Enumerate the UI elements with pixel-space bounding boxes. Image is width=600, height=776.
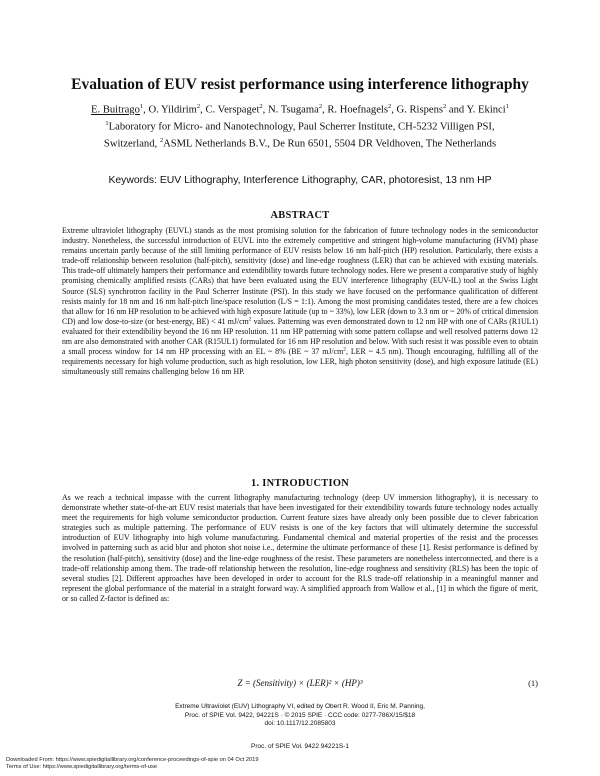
citation-footer bbox=[0, 703, 600, 729]
introduction-heading: 1. INTRODUCTION bbox=[250, 478, 350, 489]
abstract-text-part: values. Patterning was even demonstrated down to 12 nm HP with one of CARs (R1UL1) evaluated for their extendibility beyond the 16 nm HP resolution. 11 nm HP patterning with some pattern collapse and well resolved patterns down 12 nm are also demonstrated with another CAR (R15UL1) formulated for 16 nm HP resolution and below. With such resist it was possible even to obtain a small process window for 14 nm HP processing with an EL ~ 8% (BE ~ 37 mJ/cm bbox=[62, 316, 538, 357]
affiliation-line-1 bbox=[30, 117, 570, 134]
author-name: O. Yildirim bbox=[148, 104, 197, 116]
author-name: N. Tsugama bbox=[267, 104, 319, 116]
equation-number: (1) bbox=[528, 678, 538, 688]
affiliation-mark: 1 bbox=[105, 120, 109, 128]
citation-line: Extreme Ultraviolet (EUV) Lithography VI, edited by Obert R. Wood II, Eric M. Panning, bbox=[175, 703, 425, 710]
author-line: E. Buitrago$^1$, O. Yildirim$^2$, C. Verspaget$^2$, N. Tsugama$^2$, R. Hoefnagels$^2$, G. Rispens$^2$ and Y. Ekinci$^1$ bbox=[91, 103, 509, 116]
affiliation-mark: 2 bbox=[318, 103, 323, 110]
download-notice bbox=[6, 757, 258, 772]
superscript: 2 bbox=[248, 316, 252, 323]
introduction-text: As we reach a technical impasse with the current lithography manufacturing technology (deep UV immersion lithography), it is necessary to demonstrate whether state-of-the-art EUV resist materials that have been investigated for their extendibility towards future technology nodes actually meet the requirements for high volume semiconductor production. Current feature sizes have already only been possible due to clever fabrication strategies such as multiple patterning. The performance of EUV resists is one of the key factors that will ultimately determine the successful introduction of EUV lithography into high volume manufacturing. Fundamental chemical and material properties of the resist and the processes involved in patterning such as acid blur and photon shot noise i.e., determine the ultimate performance of these [1]. Resist performance is defined by the resolution (half-pitch), sensitivity (dose) and the line-edge roughness of the resist. These parameters are nonetheless interconnected, and there is a trade-off relationship among them. The trade-off relationship between the resolution, line-edge roughness and sensitivity (RLS) has been the topic of several studies [2]. Different approaches have been developed in order to account for the RLS trade-off relationship in a meaningful manner and represent the global performance of the material in a straight forward way. A simplified approach from Wallow et al., [1] in which the figure of merit, or so called Z-factor is defined as: bbox=[62, 493, 538, 603]
abstract-text-part: Extreme ultraviolet lithography (EUVL) stands as the most promising solution for the fabrication of future technology nodes in the semiconductor industry. Nonetheless, the successful introduction of EUVL into the extremely competitive and stringent high-volume manufacturing (HVM) phase remains uncertain partly because of the still limiting performance of EUV resists below 16 nm half-pitch (HP) resolution. Particularly, there exists a trade-off relationship between resolution (half-pitch), sensitivity (dose) and line-edge roughness (LER) that can be achieved with existing materials. This trade-off ultimately hampers their performance and extendibility towards future technology nodes. Here we present a comparative study of highly promising chemically amplified resists (CARs) that have been evaluated using the EUV interference lithography (EUV-IL) tool at the Swiss Light Source (SLS) synchrotron facility in the Paul Scherrer Institute (PSI). In this study we have focused on the performance qualification of different resists mainly for 18 nm and 16 nm half-pitch line/space resolution (L/S = 1:1). Among the most promising candidates tested, there are a few choices that allow for 16 nm HP resolution to be achieved with high exposure latitude (up to ~ 33%), low LER (down to 3.3 nm or ~ 20% of critical dimension CD) and low dose-to-size (or best-energy, BE) < 41 mJ/cm bbox=[62, 226, 538, 326]
affiliation-mark: 2 bbox=[387, 103, 392, 110]
author-name: C. Verspaget bbox=[205, 104, 260, 116]
affiliation-line-2 bbox=[30, 134, 570, 151]
equation bbox=[62, 678, 538, 692]
affiliation-mark: 1 bbox=[505, 103, 509, 110]
download-source: Downloaded From: https://www.spiedigitallibrary.org/conference-proceedings-of-spie on 04 Oct 2019 bbox=[6, 757, 259, 763]
abstract-text-part: , LER ~ 4.5 nm). Though encouraging, fulfilling all of the requirements necessary for high volume production, such as high resolution, low LER, high photon sensitivity (dose), and high exposure latitude (EL) simultaneously still remains challenging below 16 nm HP. bbox=[62, 347, 538, 377]
doi-line: doi: 10.1117/12.2085803 bbox=[264, 720, 336, 728]
author-block bbox=[30, 100, 570, 151]
paper-title: Evaluation of EUV resist performance using interference lithography bbox=[71, 76, 529, 93]
affiliation-mark: 2 bbox=[159, 137, 164, 145]
author-name: G. Rispens bbox=[396, 104, 444, 116]
affiliation-mark: 1 bbox=[139, 103, 144, 110]
abstract-heading: ABSTRACT bbox=[270, 210, 330, 221]
affiliation-mark: 2 bbox=[259, 103, 263, 110]
keywords: Keywords: EUV Lithography, Interference Lithography, CAR, photoresist, 13 nm HP bbox=[108, 175, 492, 186]
abstract-text bbox=[62, 226, 538, 377]
terms-of-use: Terms of Use: https://www.spiedigitallibrary.org/terms-of-use bbox=[6, 764, 157, 771]
affiliation-text: Laboratory for Micro- and Nanotechnology, Paul Scherrer Institute, CH-5232 Villigen PSI, bbox=[108, 121, 495, 133]
affiliation-country: Switzerland, bbox=[103, 138, 160, 150]
affiliation-text: ASML Netherlands B.V., De Run 6501, 5504 DR Veldhoven, The Netherlands bbox=[163, 138, 497, 150]
author-name: E. Buitrago bbox=[91, 104, 140, 116]
author-name: R. Hoefnagels bbox=[327, 104, 388, 116]
citation-line: Proc. of SPIE Vol. 9422, 94221S · © 2015 SPIE · CCC code: 0277-786X/15/$18 bbox=[184, 711, 416, 719]
affiliation-mark: 2 bbox=[196, 103, 201, 110]
superscript: 2 bbox=[343, 346, 346, 353]
equation-formula: Z = (Sensitivity) × (LER)² × (HP)³ bbox=[237, 678, 363, 688]
author-name: Y. Ekinci bbox=[466, 104, 506, 116]
page-number: Proc. of SPIE Vol. 9422 94221S-1 bbox=[251, 743, 349, 750]
affiliation-mark: 2 bbox=[443, 103, 447, 110]
